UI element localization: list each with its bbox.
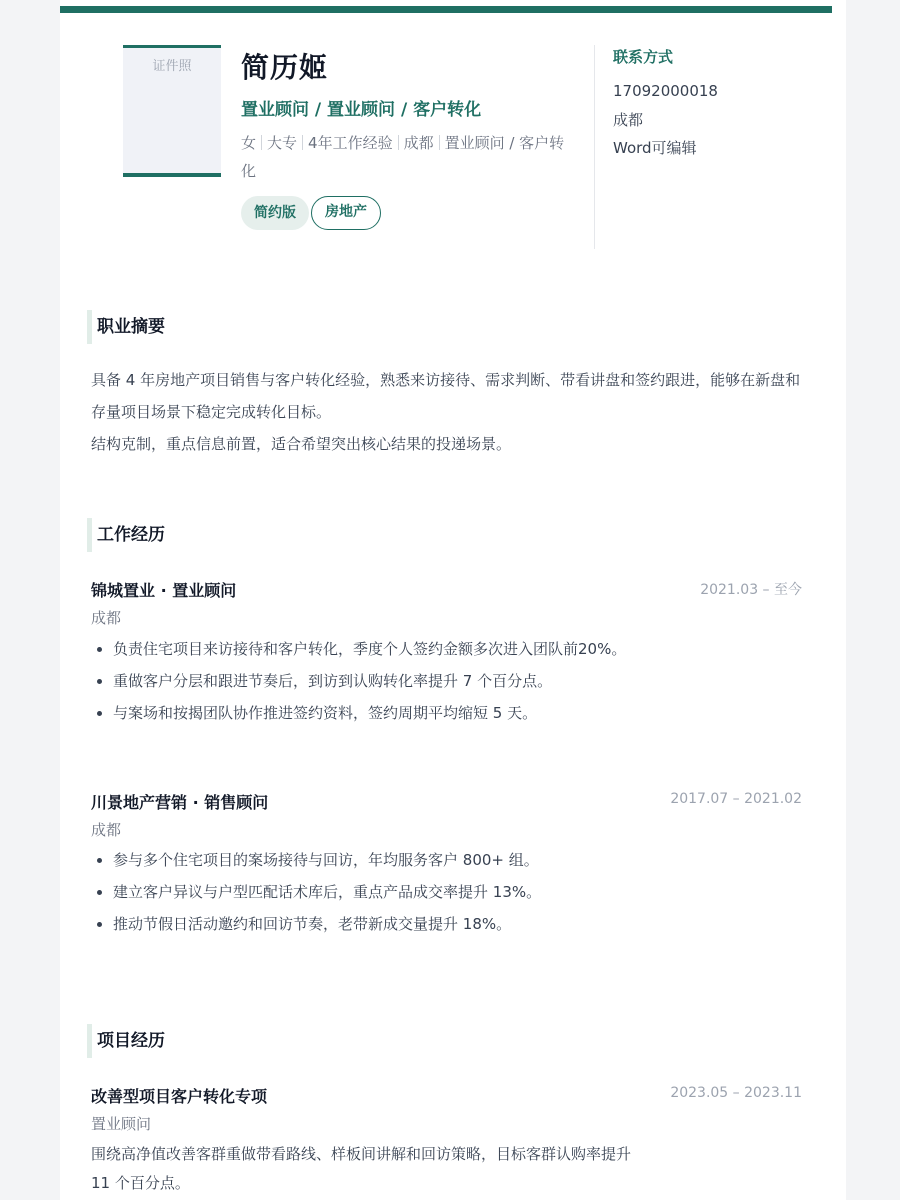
project-date: 2023.05 – 2023.11 [670, 1085, 802, 1101]
section-title-projects: 项目经历 [87, 1024, 165, 1058]
job-bullet: 与案场和按揭团队协作推进签约资料，签约周期平均缩短 5 天。 [91, 700, 631, 727]
resume-page [60, 0, 846, 1200]
job-bullet: 参与多个住宅项目的案场接待与回访，年均服务客户 800+ 组。 [91, 847, 631, 874]
contact-divider [594, 45, 595, 249]
job-location: 成都 [91, 821, 122, 839]
job-bullet: 重做客户分层和跟进节奏后，到访到认购转化率提升 7 个百分点。 [91, 668, 631, 695]
job-bullet: 建立客户异议与户型匹配话术库后，重点产品成交率提升 13%。 [91, 879, 631, 906]
tag-industry: 房地产 [311, 196, 381, 230]
meta-city: 成都 [403, 134, 434, 152]
meta-target-role: 置业顾问 / 客户转化 [241, 134, 565, 180]
tag-list [241, 196, 381, 230]
candidate-headline: 置业顾问 / 置业顾问 / 客户转化 [241, 100, 482, 120]
meta-separator [398, 135, 399, 150]
meta-separator [439, 135, 440, 150]
tag-style: 简约版 [241, 196, 309, 230]
contact-format: Word可编辑 [613, 139, 697, 157]
id-photo-placeholder [123, 45, 221, 177]
meta-separator [261, 135, 262, 150]
job-date: 2017.07 – 2021.02 [670, 791, 802, 807]
meta-education: 大专 [267, 134, 298, 152]
meta-separator [302, 135, 303, 150]
meta-experience: 4年工作经验 [308, 134, 393, 152]
job-title: 锦城置业 · 置业顾问 [91, 581, 237, 600]
job-bullets [91, 847, 631, 943]
contact-city: 成都 [613, 110, 644, 129]
job-bullets [91, 636, 631, 732]
job-date: 2021.03 – 至今 [700, 582, 802, 598]
summary-paragraph [91, 364, 811, 460]
contact-phone: 17092000018 [613, 82, 718, 100]
summary-line-1: 具备 4 年房地产项目销售与客户转化经验，熟悉来访接待、需求判断、带看讲盘和签约跟进，能够在新盘和存量项目场景下稳定完成转化目标。 [91, 371, 801, 421]
id-photo-label: 证件照 [152, 59, 192, 74]
job-bullet: 负责住宅项目来访接待和客户转化，季度个人签约金额多次进入团队前20%。 [91, 636, 631, 663]
job-title: 川景地产营销 · 销售顾问 [91, 793, 269, 812]
contact-title: 联系方式 [613, 48, 674, 66]
meta-gender: 女 [241, 134, 257, 152]
job-bullet: 推动节假日活动邀约和回访节奏，老带新成交量提升 18%。 [91, 911, 631, 938]
summary-line-2: 结构克制，重点信息前置，适合希望突出核心结果的投递场景。 [91, 435, 512, 453]
section-title-summary: 职业摘要 [87, 310, 165, 344]
project-description: 围绕高净值改善客群重做带看路线、样板间讲解和回访策略，目标客群认购率提升 11 个百分点。 [91, 1145, 632, 1192]
accent-top-bar [60, 6, 832, 13]
job-location: 成都 [91, 609, 122, 627]
candidate-name: 简历姬 [241, 51, 329, 84]
project-role: 置业顾问 [91, 1115, 152, 1133]
section-title-experience: 工作经历 [87, 518, 165, 552]
contact-list [613, 77, 718, 163]
project-title: 改善型项目客户转化专项 [91, 1087, 268, 1106]
candidate-meta [241, 129, 571, 185]
